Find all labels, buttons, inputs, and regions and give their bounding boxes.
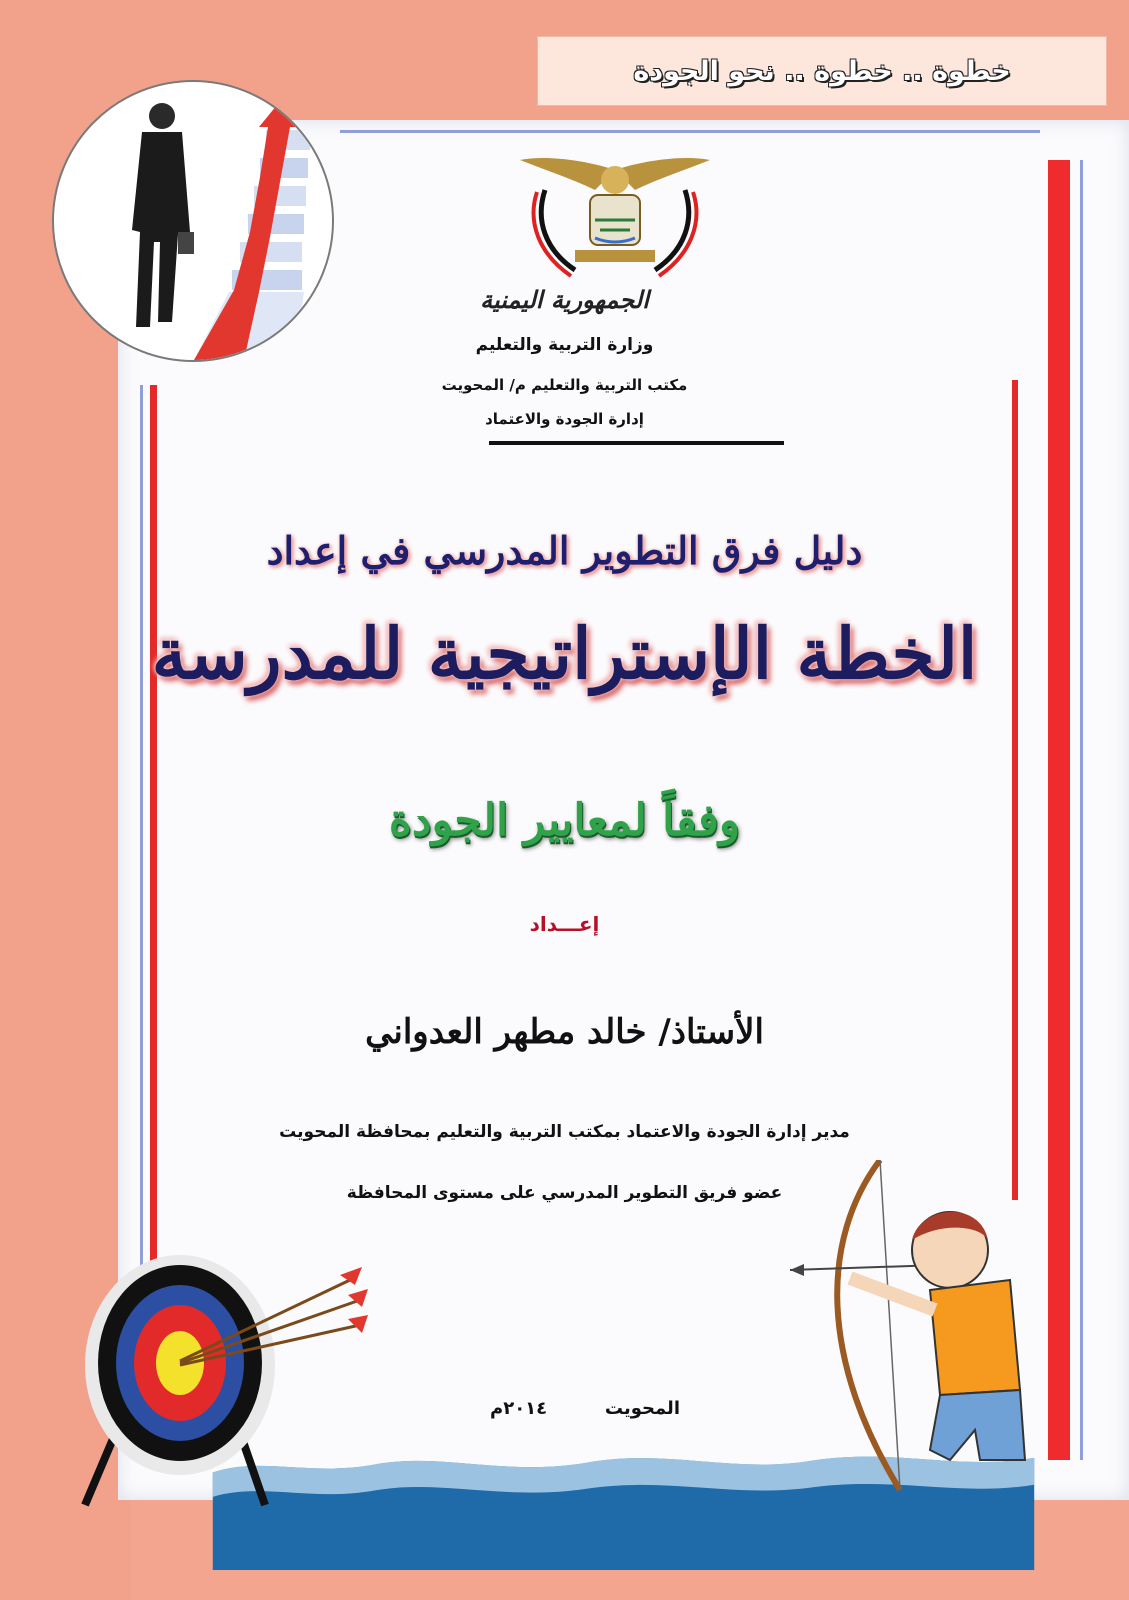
header-divider xyxy=(489,441,784,445)
stairs-illustration xyxy=(54,82,332,360)
slogan-text: خطوة .. خطوة .. نحو الجودة xyxy=(633,55,1011,87)
slogan-banner xyxy=(537,36,1107,106)
ministry-name: وزارة التربية والتعليم xyxy=(475,335,654,355)
author-role-2: عضو فريق التطوير المدرسي على مستوى المحافظة xyxy=(346,1183,783,1203)
prepared-by-label: إعـــداد xyxy=(529,912,600,936)
footer-year: ٢٠١٤م xyxy=(490,1398,548,1419)
archery-target-icon xyxy=(70,1215,370,1515)
archer-figure-icon xyxy=(790,1160,1040,1500)
footer-place-year xyxy=(490,1398,680,1419)
republic-name: الجمهورية اليمنية xyxy=(480,285,649,314)
stairs-businessman-image xyxy=(52,80,334,362)
title-subtitle: وفقاً لمعايير الجودة xyxy=(388,795,741,846)
title-main: الخطة الإستراتيجية للمدرسة xyxy=(151,612,978,695)
right-red-line-inner xyxy=(1012,380,1018,1200)
top-blue-line xyxy=(340,130,1040,133)
department-name: إدارة الجودة والاعتماد xyxy=(485,410,644,428)
office-name: مكتب التربية والتعليم م/ المحويت xyxy=(441,376,688,394)
title-line-1: دليل فرق التطوير المدرسي في إعداد xyxy=(266,528,863,573)
yemen-emblem-icon xyxy=(515,150,715,280)
footer-place: المحويت xyxy=(604,1398,680,1419)
author-name: الأستاذ/ خالد مطهر العدواني xyxy=(365,1012,764,1052)
author-role-1: مدير إدارة الجودة والاعتماد بمكتب التربية والتعليم بمحافظة المحويت xyxy=(279,1122,850,1142)
